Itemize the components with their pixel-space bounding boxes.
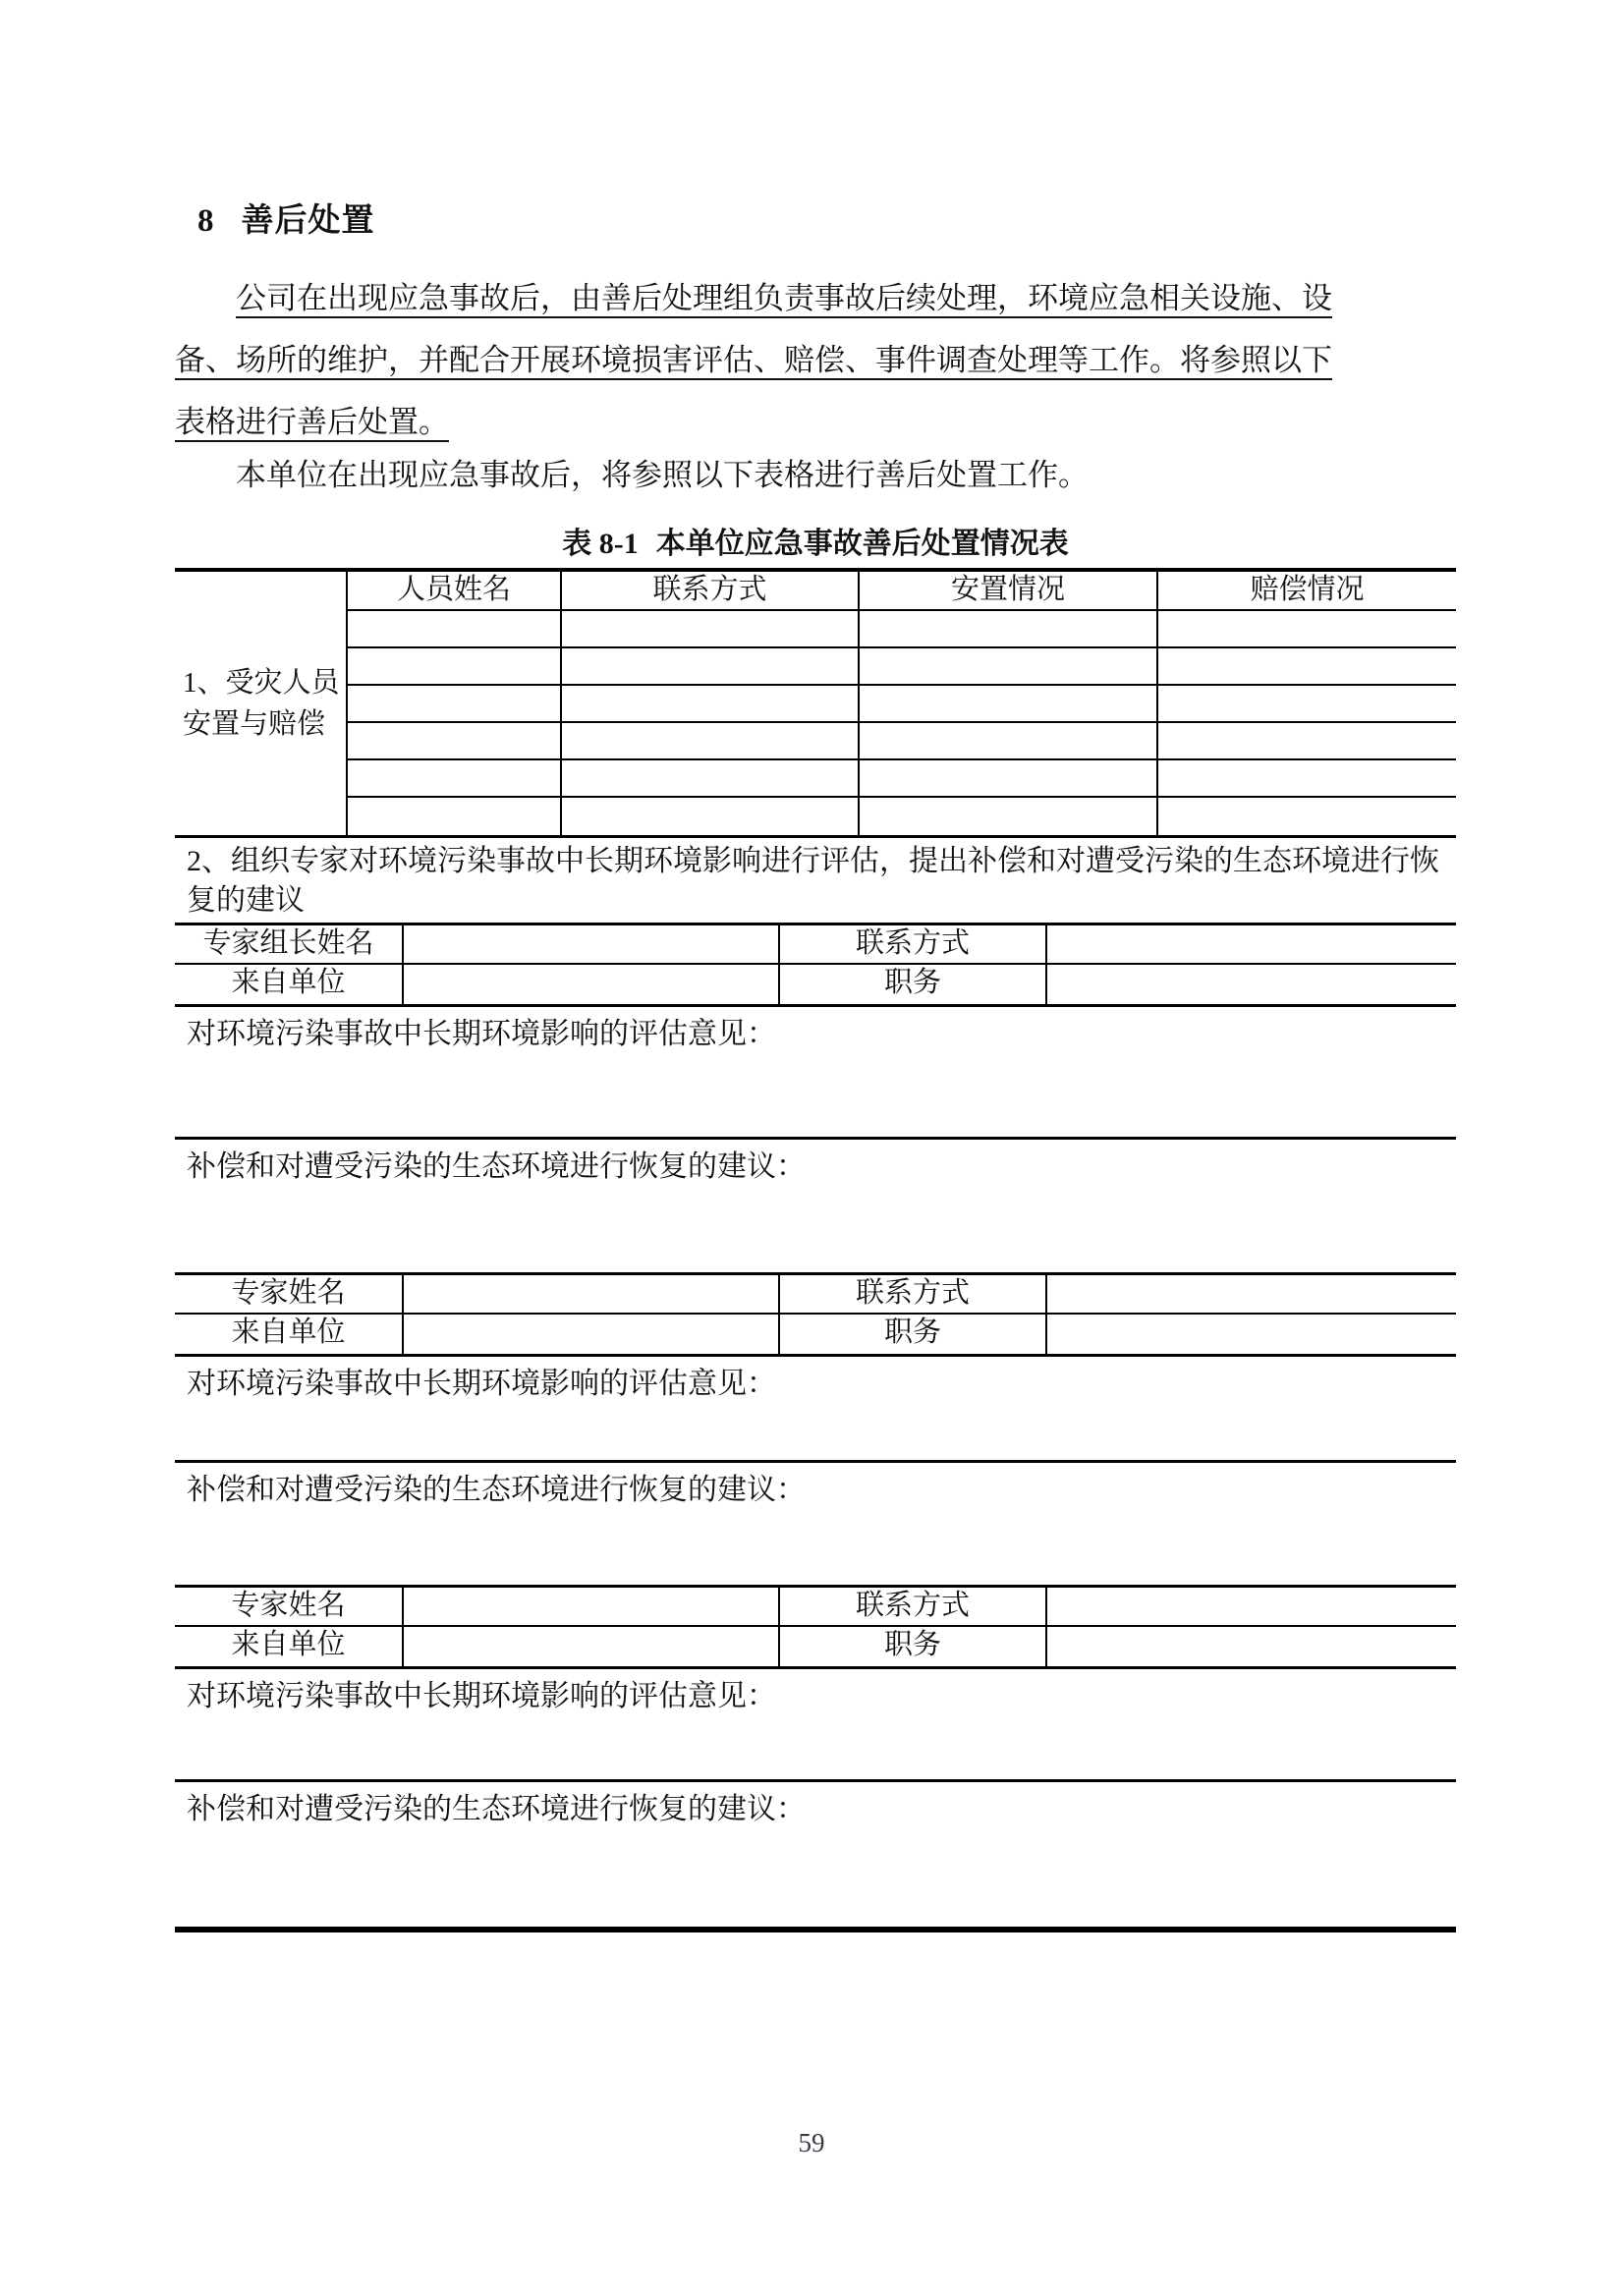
expert-block-3 — [175, 1585, 1456, 1927]
expert-name-value — [402, 925, 778, 963]
expert-org-row — [175, 1315, 1456, 1354]
victims-empty-row — [348, 648, 1456, 686]
table-cell-empty — [560, 686, 858, 721]
expert-contact-value — [1045, 925, 1456, 963]
table-cell-empty — [1156, 648, 1456, 684]
header-placement: 安置情况 — [858, 572, 1156, 609]
expert-org-value — [402, 965, 778, 1004]
expert-name-value — [402, 1588, 778, 1625]
experts-section-intro: 2、组织专家对环境污染事故中长期环境影响进行评估，提出补偿和对遭受污染的生态环境进行恢复的建议 — [175, 835, 1456, 923]
expert-block-leader — [175, 923, 1456, 1272]
victims-header-row — [348, 572, 1456, 611]
header-compensation: 赔偿情况 — [1156, 572, 1456, 609]
expert-org-label: 来自单位 — [231, 1316, 346, 1348]
header-contact: 联系方式 — [560, 572, 858, 609]
expert-name-row — [175, 1275, 1456, 1315]
table-cell-empty — [348, 760, 560, 796]
table-cell-empty — [858, 686, 1156, 721]
table-cell-empty — [858, 648, 1156, 684]
table-caption — [175, 519, 1456, 562]
table-cell-empty — [560, 611, 858, 646]
expert-name-row — [175, 1588, 1456, 1627]
table-section-victims — [175, 572, 1456, 835]
table-cell-empty — [560, 798, 858, 835]
aftermath-table — [175, 568, 1456, 1932]
heading-title: 善后处置 — [241, 203, 375, 239]
expert-name-label: 专家组长姓名 — [202, 927, 374, 959]
victims-grid — [348, 572, 1456, 835]
expert-name-label: 专家姓名 — [231, 1277, 346, 1309]
expert-title-value — [1045, 1627, 1456, 1666]
victims-empty-row — [348, 611, 1456, 648]
table-cell-empty — [1156, 611, 1456, 646]
paragraph-line: 公司在出现应急事故后，由善后处理组负责事故后续处理，环境应急相关设施、设 — [236, 281, 1332, 315]
expert-contact-label: 联系方式 — [778, 1275, 1045, 1313]
assessment-opinion-cell: 对环境污染事故中长期环境影响的评估意见： — [175, 1004, 1456, 1137]
victims-empty-row — [348, 798, 1456, 835]
table-cell-empty — [1156, 723, 1456, 758]
expert-title-value — [1045, 1315, 1456, 1354]
table-cell-empty — [1156, 760, 1456, 796]
table-cell-empty — [560, 723, 858, 758]
victims-empty-row — [348, 686, 1456, 723]
expert-contact-label: 联系方式 — [778, 1588, 1045, 1625]
table-cell-empty — [858, 723, 1156, 758]
restoration-suggestion-cell: 补偿和对遭受污染的生态环境进行恢复的建议： — [175, 1779, 1456, 1927]
intro-paragraph — [175, 267, 1456, 453]
expert-name-row — [175, 925, 1456, 965]
expert-name-value — [402, 1275, 778, 1313]
victims-row-label-line: 安置与赔偿 — [183, 708, 326, 740]
paragraph-line: 表格进行善后处置。 — [175, 405, 449, 439]
table-cell-empty — [1156, 686, 1456, 721]
victims-row-label-line: 1、受灾人员 — [183, 667, 340, 699]
table-cell-empty — [348, 723, 560, 758]
table-cell-empty — [560, 648, 858, 684]
expert-contact-value — [1045, 1275, 1456, 1313]
table-cell-empty — [858, 611, 1156, 646]
section-heading — [197, 195, 375, 241]
table-cell-empty — [858, 798, 1156, 835]
table-cell-empty — [1156, 798, 1456, 835]
table-cell-empty — [560, 760, 858, 796]
expert-title-label: 职务 — [778, 1315, 1045, 1354]
expert-title-label: 职务 — [778, 965, 1045, 1004]
restoration-suggestion-cell: 补偿和对遭受污染的生态环境进行恢复的建议： — [175, 1137, 1456, 1272]
table-caption-title: 本单位应急事故善后处置情况表 — [655, 528, 1069, 560]
table-cell-empty — [858, 760, 1156, 796]
paragraph-line: 备、场所的维护，并配合开展环境损害评估、赔偿、事件调查处理等工作。将参照以下 — [175, 343, 1332, 377]
victims-empty-row — [348, 760, 1456, 798]
assessment-opinion-cell: 对环境污染事故中长期环境影响的评估意见： — [175, 1354, 1456, 1460]
unit-paragraph: 本单位在出现应急事故后，将参照以下表格进行善后处置工作。 — [236, 458, 1089, 492]
page-number: 59 — [798, 2128, 825, 2157]
expert-block-2 — [175, 1272, 1456, 1585]
table-cell-empty — [348, 648, 560, 684]
expert-contact-label: 联系方式 — [778, 925, 1045, 963]
victims-empty-row — [348, 723, 1456, 760]
heading-number: 8 — [197, 203, 215, 239]
assessment-opinion-cell: 对环境污染事故中长期环境影响的评估意见： — [175, 1666, 1456, 1779]
table-cell-empty — [348, 611, 560, 646]
victims-row-label — [175, 572, 348, 835]
expert-org-value — [402, 1627, 778, 1666]
expert-org-label: 来自单位 — [231, 1629, 346, 1660]
expert-name-label: 专家姓名 — [231, 1590, 346, 1621]
expert-title-value — [1045, 965, 1456, 1004]
expert-org-row — [175, 965, 1456, 1004]
expert-org-row — [175, 1627, 1456, 1666]
expert-org-value — [402, 1315, 778, 1354]
expert-contact-value — [1045, 1588, 1456, 1625]
expert-org-label: 来自单位 — [231, 967, 346, 998]
header-person-name: 人员姓名 — [396, 574, 511, 605]
table-caption-number: 表 8-1 — [562, 528, 639, 560]
table-cell-empty — [348, 686, 560, 721]
table-cell-empty — [348, 798, 560, 835]
expert-title-label: 职务 — [778, 1627, 1045, 1666]
restoration-suggestion-cell: 补偿和对遭受污染的生态环境进行恢复的建议： — [175, 1460, 1456, 1585]
